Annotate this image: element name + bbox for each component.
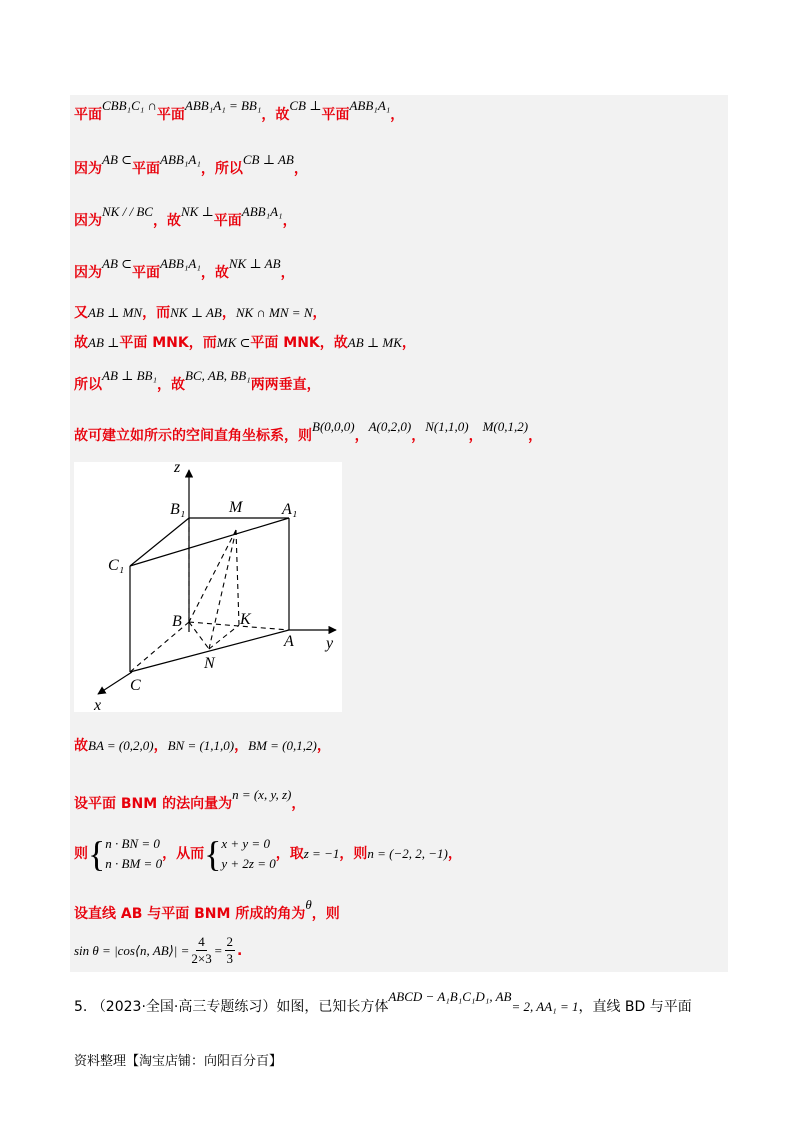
text: ， bbox=[401, 335, 416, 351]
brace: { bbox=[204, 834, 222, 874]
text: 又 bbox=[74, 305, 88, 321]
text: 设直线 AB 与平面 BNM 所成的角为 bbox=[74, 906, 306, 922]
edge-B1C1 bbox=[130, 518, 189, 566]
text: 平面 MNK，故 bbox=[250, 335, 348, 351]
text: 则 bbox=[74, 846, 88, 862]
formula: AB ⊥ bbox=[88, 335, 120, 350]
text: ，而 bbox=[142, 305, 171, 321]
text: ，故 bbox=[261, 107, 290, 123]
formula: z = −1 bbox=[303, 846, 340, 861]
text: 所以 bbox=[74, 377, 102, 393]
denominator: 3 bbox=[226, 951, 233, 966]
solution-line-5 bbox=[74, 302, 327, 322]
label-x: x bbox=[94, 697, 102, 712]
prism-diagram-svg bbox=[74, 462, 342, 712]
formula: NK ⊥ AB bbox=[170, 305, 222, 320]
formula: NK ∩ MN = N bbox=[235, 305, 313, 320]
label-N: N bbox=[204, 655, 215, 672]
formula: B(0,0,0) bbox=[312, 419, 355, 434]
label-y: y bbox=[326, 635, 334, 652]
denominator: 2×3 bbox=[191, 951, 212, 966]
formula: ABCD − A₁B₁C₁D₁, AB bbox=[388, 989, 512, 1004]
text: ， bbox=[354, 428, 369, 444]
formula: AB ⊥ MK bbox=[347, 335, 402, 350]
label-K: K bbox=[240, 611, 251, 628]
text: ，所以 bbox=[200, 161, 243, 177]
formula: BN = (1,1,0) bbox=[167, 738, 235, 753]
text: ， bbox=[312, 305, 327, 321]
solution-line-12 bbox=[74, 897, 340, 923]
formula: ABB₁A₁ = BB₁ bbox=[184, 98, 262, 113]
text: 平面 bbox=[132, 265, 161, 281]
text: ，故 bbox=[152, 213, 181, 229]
formula: BM = (0,1,2) bbox=[248, 738, 317, 753]
text: 故 bbox=[74, 335, 88, 351]
text: ， bbox=[221, 305, 236, 321]
solution-line-10 bbox=[74, 787, 306, 813]
text: 故 bbox=[74, 738, 88, 754]
formula: CB ⊥ bbox=[289, 98, 322, 113]
formula: = bbox=[213, 942, 223, 958]
label-M: M bbox=[229, 499, 243, 516]
formula: N(1,1,0) bbox=[425, 419, 469, 434]
formula: n = (x, y, z) bbox=[232, 787, 292, 802]
text: ，故 bbox=[200, 265, 229, 281]
question-5 bbox=[74, 989, 692, 1016]
text: ， bbox=[293, 161, 308, 177]
text: ， bbox=[280, 265, 295, 281]
formula: ABB₁A₁ bbox=[160, 256, 201, 271]
question-text: ，直线 BD 与平面 bbox=[578, 999, 692, 1015]
formula: NK / / BC bbox=[102, 204, 153, 219]
x-axis bbox=[98, 672, 132, 694]
equation-system-1 bbox=[105, 834, 162, 874]
segment-MB bbox=[189, 530, 236, 622]
formula: AB ⊂ bbox=[102, 152, 133, 167]
text: 设平面 BNM 的法向量为 bbox=[74, 796, 233, 812]
text: ， bbox=[291, 796, 306, 812]
text: ，故 bbox=[157, 377, 186, 393]
formula: NK ⊥ AB bbox=[228, 256, 281, 271]
formula: CB ⊥ AB bbox=[242, 152, 294, 167]
text: ， bbox=[316, 738, 331, 754]
segment-MK bbox=[236, 530, 239, 625]
numerator: 2 bbox=[226, 934, 233, 949]
solution-line-11 bbox=[74, 834, 462, 874]
formula: MK ⊂ bbox=[216, 335, 251, 350]
solution-line-9 bbox=[74, 735, 331, 755]
question-text: （2023·全国·高三专题练习）如图，已知长方体 bbox=[91, 999, 389, 1015]
formula: AB ⊂ bbox=[102, 256, 133, 271]
text: 平面 MNK，而 bbox=[119, 335, 217, 351]
formula: ABB₁A₁ bbox=[349, 98, 391, 113]
text: ， bbox=[411, 428, 426, 444]
text: 因为 bbox=[74, 213, 102, 229]
formula: A(0,2,0) bbox=[368, 419, 412, 434]
text: ， bbox=[447, 846, 462, 862]
text: 平面 bbox=[321, 107, 350, 123]
text: ，则 bbox=[311, 906, 340, 922]
equation: n · BN = 0 bbox=[105, 836, 160, 851]
equation: x + y = 0 bbox=[221, 836, 270, 851]
text: ，则 bbox=[339, 846, 368, 862]
formula: CBB₁C₁ ∩ bbox=[102, 98, 157, 113]
text: 平面 bbox=[156, 107, 185, 123]
formula: sin θ = |cos⟨n, AB⟩| = bbox=[74, 942, 190, 958]
formula: BC, AB, BB₁ bbox=[185, 368, 251, 383]
solution-line-1 bbox=[74, 98, 405, 124]
segment-BN bbox=[189, 622, 209, 649]
text: ， bbox=[390, 107, 405, 123]
edge-C1A1 bbox=[130, 518, 289, 566]
solution-line-3 bbox=[74, 204, 297, 230]
label-C1: C₁ bbox=[108, 557, 125, 574]
text: ， bbox=[153, 738, 168, 754]
formula: NK ⊥ bbox=[180, 204, 214, 219]
formula: AB ⊥ MN bbox=[88, 305, 143, 320]
label-B1: B₁ bbox=[170, 501, 186, 518]
equation-system-2 bbox=[221, 834, 275, 874]
formula: BA = (0,2,0) bbox=[88, 738, 154, 753]
solution-line-6 bbox=[74, 332, 416, 352]
equation: n · BM = 0 bbox=[105, 856, 163, 871]
label-A: A bbox=[284, 633, 294, 650]
text: 因为 bbox=[74, 265, 102, 281]
question-number: 5. bbox=[74, 999, 88, 1015]
label-B: B bbox=[172, 613, 182, 630]
numerator: 4 bbox=[198, 934, 205, 949]
formula: = 2, AA₁ = 1 bbox=[511, 999, 579, 1014]
text: 平面 bbox=[213, 213, 242, 229]
equation: y + 2z = 0 bbox=[221, 856, 276, 871]
solution-line-2 bbox=[74, 152, 308, 178]
text: ，从而 bbox=[162, 846, 205, 862]
text: 平面 bbox=[74, 107, 102, 123]
text: . bbox=[237, 942, 243, 959]
solution-line-13 bbox=[74, 934, 242, 967]
label-A1: A₁ bbox=[282, 501, 298, 518]
brace: { bbox=[88, 834, 106, 874]
formula: ABB₁A₁ bbox=[241, 204, 283, 219]
fraction-1 bbox=[191, 934, 211, 967]
label-C: C bbox=[130, 677, 141, 694]
label-z: z bbox=[174, 462, 181, 476]
text: ， bbox=[468, 428, 483, 444]
formula: M(0,1,2) bbox=[482, 419, 529, 434]
fraction-2 bbox=[225, 934, 236, 967]
footer-text: 资料整理【淘宝店铺：向阳百分百】 bbox=[74, 1054, 283, 1069]
text: 因为 bbox=[74, 161, 102, 177]
formula: AB ⊥ BB₁ bbox=[102, 368, 158, 383]
text: ，取 bbox=[275, 846, 304, 862]
text: ， bbox=[282, 213, 297, 229]
solution-line-4 bbox=[74, 256, 295, 282]
text: 两两垂直， bbox=[250, 377, 321, 393]
text: 平面 bbox=[132, 161, 161, 177]
formula: ABB₁A₁ bbox=[160, 152, 201, 167]
solution-line-8 bbox=[74, 419, 543, 445]
coordinate-figure bbox=[74, 462, 342, 712]
text: 故可建立如所示的空间直角坐标系，则 bbox=[74, 428, 312, 444]
formula: n = (−2, 2, −1) bbox=[367, 846, 448, 861]
text: ， bbox=[234, 738, 249, 754]
solution-line-7 bbox=[74, 368, 321, 394]
text: ， bbox=[528, 428, 543, 444]
formula: θ bbox=[305, 897, 312, 912]
